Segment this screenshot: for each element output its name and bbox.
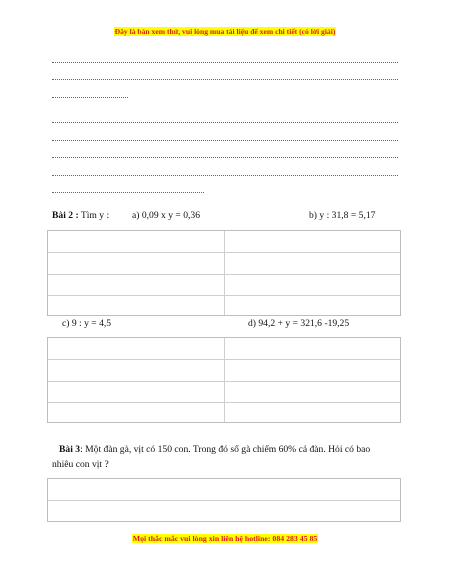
bai2-prompt: Tìm y : bbox=[80, 210, 110, 221]
answer-grid-bai3 bbox=[47, 478, 401, 522]
answer-line bbox=[52, 175, 398, 177]
answer-grid-ab bbox=[47, 230, 401, 316]
bai2-title: Bài 2 : bbox=[52, 210, 79, 221]
bai2-part-a: a) 0,09 x y = 0,36 bbox=[132, 210, 201, 221]
answer-line bbox=[52, 62, 398, 64]
bai3-line2: nhiêu con vịt ? bbox=[52, 459, 109, 470]
bai2-part-d: d) 94,2 + y = 321,6 -19,25 bbox=[248, 318, 350, 329]
bai3-title: Bài 3 bbox=[59, 444, 81, 455]
answer-line bbox=[52, 79, 398, 81]
answer-line bbox=[52, 192, 204, 194]
bai2-part-c: c) 9 : y = 4,5 bbox=[62, 318, 112, 329]
header-notice-text: Đây là bản xem thử, vui lòng mua tải liệu để xem chi tiết (có lời giải) bbox=[114, 27, 336, 36]
answer-line bbox=[52, 122, 398, 124]
answer-line bbox=[52, 157, 398, 159]
bai2-part-b: b) y : 31,8 = 5,17 bbox=[309, 210, 376, 221]
bai3-text-1: : Một đàn gà, vịt có 150 con. Trong đó số gà chiếm 60% cả đàn. Hỏi có bao bbox=[80, 444, 371, 455]
bai3-line1 bbox=[59, 444, 370, 455]
footer-notice-text: Mọi thắc mắc vui lòng xin liên hệ hotline: 084 283 45 85 bbox=[132, 534, 318, 543]
footer-notice bbox=[0, 534, 450, 543]
answer-line bbox=[52, 97, 128, 99]
header-notice bbox=[0, 27, 450, 36]
bai2-heading bbox=[52, 210, 109, 221]
answer-line bbox=[52, 140, 398, 142]
answer-grid-cd bbox=[47, 337, 401, 423]
